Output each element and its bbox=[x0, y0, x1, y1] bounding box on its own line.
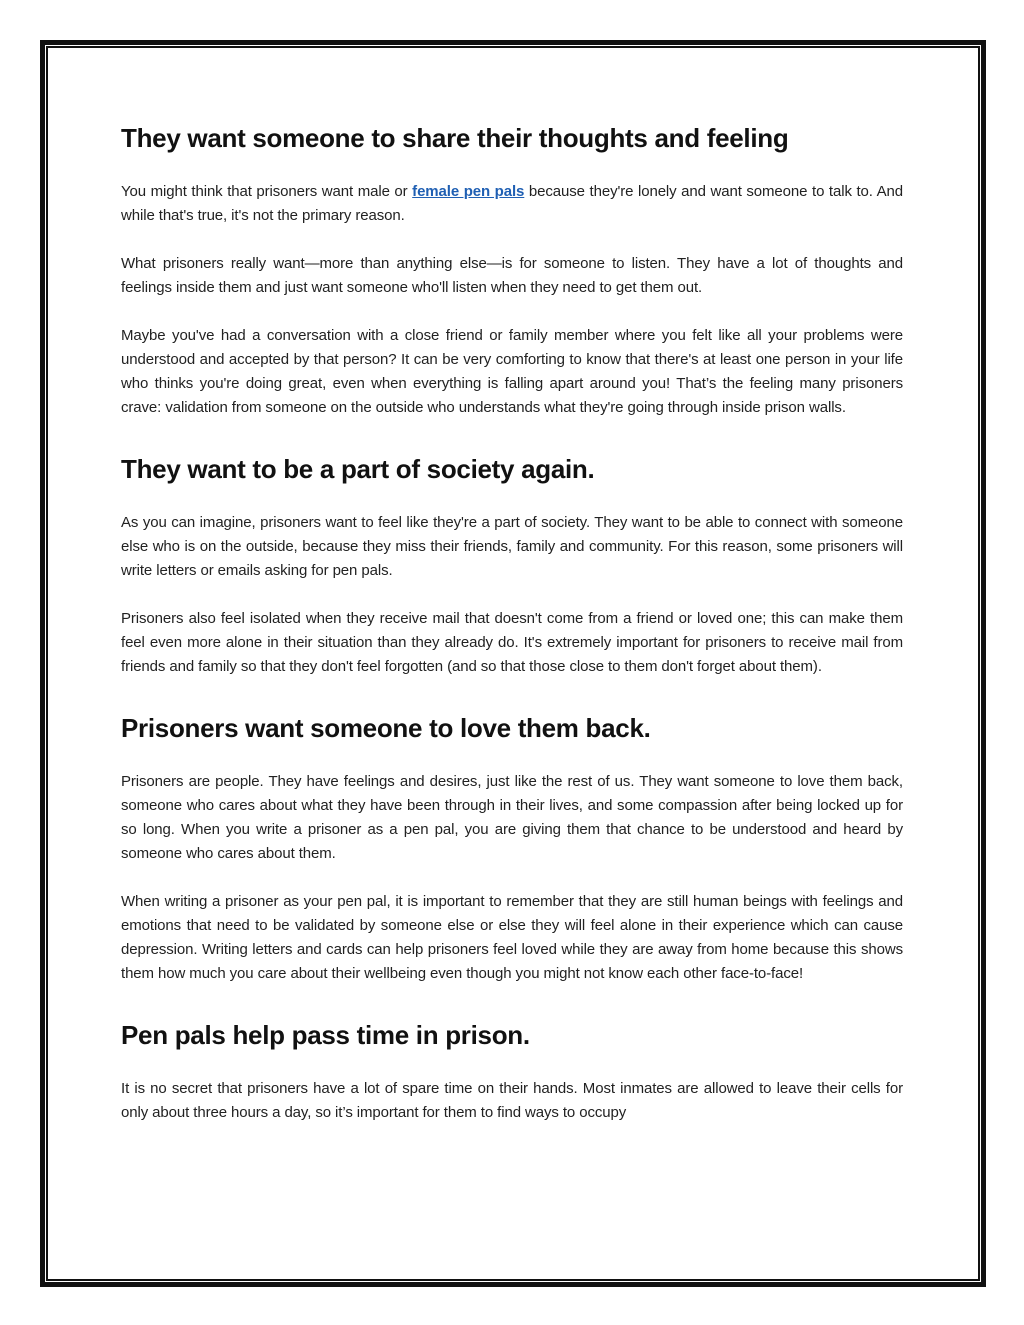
paragraph: It is no secret that prisoners have a lot of spare time on their hands. Most inmates are allowed to leave their cells for only about three hours a day, so it’s important for them to find ways to occupy bbox=[121, 1080, 903, 1121]
section-heading-share-thoughts: They want someone to share their thoughts and feeling bbox=[121, 123, 789, 153]
section-heading-love-them-back: Prisoners want someone to love them back. bbox=[121, 713, 651, 743]
paragraph-text: You might think that prisoners want male or bbox=[121, 183, 413, 200]
female-pen-pals-link[interactable]: female pen pals bbox=[412, 183, 525, 200]
paragraph: Prisoners also feel isolated when they receive mail that doesn't come from a friend or loved one; this can make them feel even more alone in their situation than they already do. It's extremely important for prisoners to receive mail from friends and family so that they don't feel forgotten (and so that those close to them don't forget about them). bbox=[121, 610, 903, 675]
section-heading-part-of-society: They want to be a part of society again. bbox=[121, 454, 595, 484]
paragraph: When writing a prisoner as your pen pal, it is important to remember that they are still human beings with feelings and emotions that need to be validated by someone else or else they will feel alone in their experience which can cause depression. Writing letters and cards can help prisoners feel loved while they are away from home because this shows them how much you care about their wellbeing even though you might not know each other face-to-face! bbox=[121, 893, 903, 982]
document-body bbox=[121, 120, 903, 1125]
paragraph-text: because they're lonely and want someone to talk to. And while that's true, it's not the primary reason. bbox=[121, 183, 904, 224]
paragraph-intro bbox=[121, 180, 903, 228]
paragraph: Maybe you've had a conversation with a close friend or family member where you felt like all your problems were understood and accepted by that person? It can be very comforting to know that there's at least one person in your life who thinks you're doing great, even when everything is falling apart around you! That’s the feeling many prisoners crave: validation from someone on the outside who understands what they're going through inside prison walls. bbox=[121, 327, 903, 416]
paragraph: As you can imagine, prisoners want to feel like they're a part of society. They want to be able to connect with someone else who is on the outside, because they miss their friends, family and community. For this reason, some prisoners will write letters or emails asking for pen pals. bbox=[121, 514, 903, 579]
section-heading-pass-time: Pen pals help pass time in prison. bbox=[121, 1020, 530, 1050]
paragraph: Prisoners are people. They have feelings and desires, just like the rest of us. They want someone to love them back, someone who cares about what they have been through in their lives, and some compassion after being locked up for so long. When you write a prisoner as a pen pal, you are giving them that chance to be understood and heard by someone who cares about them. bbox=[121, 773, 903, 862]
paragraph: What prisoners really want—more than anything else—is for someone to listen. They have a lot of thoughts and feelings inside them and just want someone who'll listen when they need to get them out. bbox=[121, 255, 903, 296]
